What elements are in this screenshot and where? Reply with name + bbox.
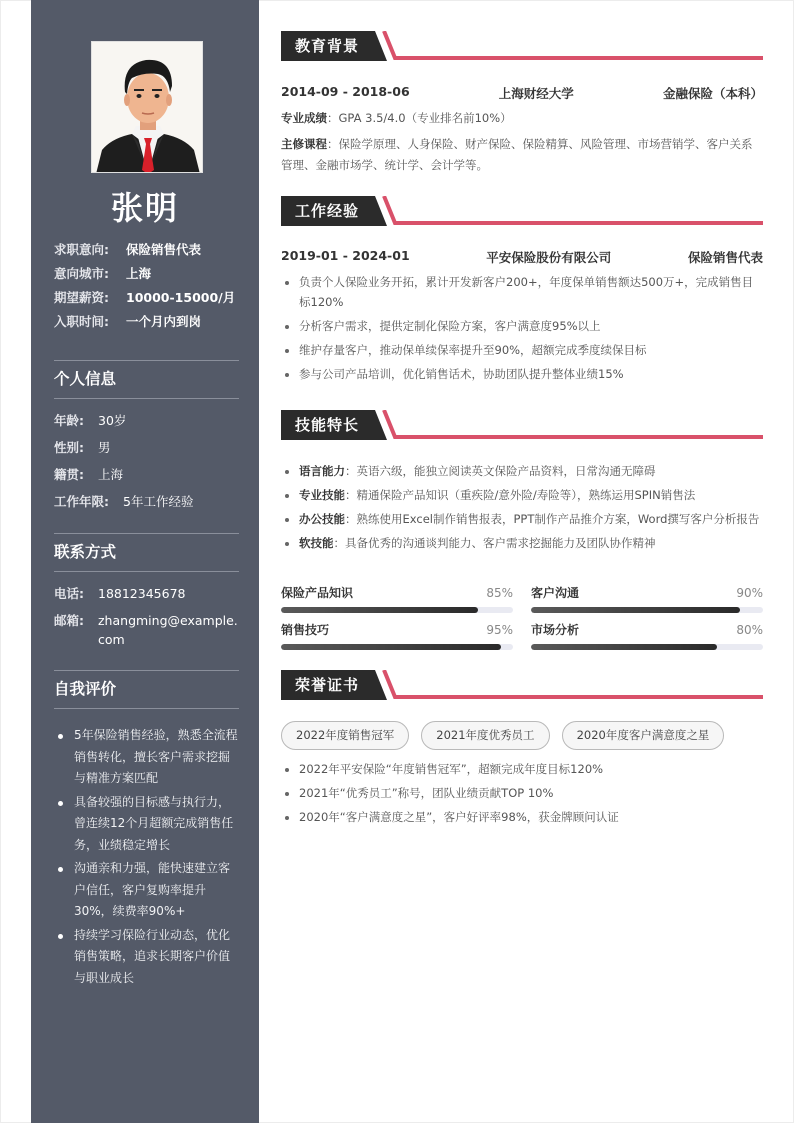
candidate-name: 张明: [110, 189, 179, 227]
sidebar: [31, 0, 259, 1123]
skill-text: ：熟练使用Excel制作销售报表，PPT制作产品推介方案，Word撰写客户分析报告: [345, 512, 760, 526]
info-label: 籍贯:: [54, 467, 84, 482]
list-item: 2021年“优秀员工”称号，团队业绩贡献TOP 10%: [281, 784, 763, 804]
work-row: [281, 248, 763, 266]
progress-fill: [531, 607, 740, 613]
skill-bar-label: 保险产品知识: [281, 586, 354, 600]
honor-tag: 2022年度销售冠军: [281, 721, 409, 750]
honor-tag: 2020年度客户满意度之星: [562, 721, 725, 750]
gpa-label: 专业成绩: [281, 111, 327, 125]
work-position: 保险销售代表: [687, 250, 763, 265]
info-value: 上海: [98, 467, 124, 482]
section-title: 教育背景: [295, 37, 360, 55]
skill-bar-label: 市场分析: [531, 623, 580, 637]
intent-row-salary: [54, 285, 249, 309]
intent-row-position: [54, 237, 249, 261]
list-item: 2020年“客户满意度之星”，客户好评率98%，获金牌顾问认证: [281, 808, 763, 828]
list-item: 5年保险销售经验，熟悉全流程销售转化，擅长客户需求挖掘与精准方案匹配: [54, 725, 239, 790]
education-major: 金融保险（本科）: [662, 86, 763, 101]
intent-value: 一个月内到岗: [126, 314, 202, 329]
section-title: 联系方式: [54, 543, 117, 561]
list-item: [281, 462, 763, 482]
phone-value[interactable]: 18812345678: [98, 586, 186, 601]
list-item: [281, 510, 763, 530]
contact-phone: [54, 584, 239, 603]
info-label: 性别:: [54, 440, 84, 455]
progress-track: [281, 607, 513, 613]
divider: [54, 398, 239, 399]
info-experience: [54, 492, 239, 511]
work-company: 平安保险股份有限公司: [486, 250, 612, 265]
honor-tags: [281, 721, 724, 750]
intent-row-city: [54, 261, 249, 285]
list-item: 参与公司产品培训，优化销售话术，协助团队提升整体业绩15%: [281, 365, 763, 385]
education-school: 上海财经大学: [498, 86, 574, 101]
job-intent: [54, 237, 249, 333]
skills-list: [281, 462, 763, 558]
intent-value: 上海: [126, 266, 152, 281]
list-item: [281, 534, 763, 554]
list-item: [281, 486, 763, 506]
intent-value: 10000-15000/月: [126, 290, 236, 305]
progress-track: [281, 644, 513, 650]
list-item: 维护存量客户，推动保单续保率提升至90%，超额完成季度续保目标: [281, 341, 763, 361]
list-item: 具备较强的目标感与执行力，曾连续12个月超额完成销售任务，业绩稳定增长: [54, 792, 239, 857]
info-value: 男: [98, 440, 111, 455]
skill-bar-market-analysis: [531, 621, 763, 650]
section-title: 自我评价: [54, 680, 117, 698]
skills-header: [281, 410, 763, 442]
honors-list: [281, 760, 763, 832]
education-row: [281, 84, 763, 102]
courses-label: 主修课程: [281, 137, 327, 151]
personal-info-section: [54, 360, 239, 511]
intent-label: 入职时间:: [54, 314, 109, 329]
skill-label: 语言能力: [299, 464, 345, 478]
info-gender: [54, 438, 239, 457]
progress-track: [531, 644, 763, 650]
skill-text: ：具备优秀的沟通谈判能力、客户需求挖掘能力及团队协作精神: [333, 536, 656, 550]
intent-row-start: [54, 309, 249, 333]
progress-fill: [531, 644, 717, 650]
skill-label: 办公技能: [299, 512, 345, 526]
contact-section: [54, 533, 239, 649]
skill-label: 软技能: [299, 536, 334, 550]
skill-bar-communication: [531, 584, 763, 613]
skill-bar-product-knowledge: [281, 584, 513, 613]
list-item: 2022年平安保险“年度销售冠军”，超额完成年度目标120%: [281, 760, 763, 780]
intent-label: 意向城市:: [54, 266, 109, 281]
skill-bar-label: 销售技巧: [281, 623, 330, 637]
intent-label: 求职意向:: [54, 242, 109, 257]
courses-value: ：保险学原理、人身保险、财产保险、保险精算、风险管理、市场营销学、客户关系管理、金融市场学、统计学、会计学等。: [281, 137, 753, 172]
skill-text: ：英语六级，能独立阅读英文保险产品资料，日常沟通无障碍: [345, 464, 656, 478]
education-courses: [281, 134, 763, 176]
section-title: 个人信息: [54, 370, 117, 388]
education-header: [281, 31, 763, 63]
self-evaluation-list: [54, 725, 239, 989]
section-title: 技能特长: [295, 416, 360, 434]
section-title: 荣誉证书: [295, 676, 360, 694]
info-value: 30岁: [98, 413, 127, 428]
info-label: 年龄:: [54, 413, 84, 428]
skill-bar-percent: 90%: [736, 586, 763, 600]
skill-bar-label: 客户沟通: [531, 586, 580, 600]
progress-track: [531, 607, 763, 613]
skill-bar-percent: 80%: [736, 623, 763, 637]
intent-label: 期望薪资:: [54, 290, 109, 305]
skill-bar-percent: 85%: [486, 586, 513, 600]
divider: [54, 571, 239, 572]
honors-header: [281, 670, 763, 702]
education-period: 2014-09 - 2018-06: [281, 84, 410, 99]
intent-value: 保险销售代表: [126, 242, 202, 257]
skill-label: 专业技能: [299, 488, 345, 502]
skill-bar-sales: [281, 621, 513, 650]
info-label: 工作年限:: [54, 494, 109, 509]
contact-email: [54, 611, 239, 649]
info-hometown: [54, 465, 239, 484]
honor-tag: 2021年度优秀员工: [421, 721, 549, 750]
info-value: 5年工作经验: [123, 494, 194, 509]
gpa-value: ：GPA 3.5/4.0（专业排名前10%）: [327, 111, 512, 125]
divider: [54, 708, 239, 709]
education-gpa: [281, 108, 763, 129]
avatar-icon: [92, 42, 203, 173]
list-item: 负责个人保险业务开拓，累计开发新客户200+，年度保单销售额达500万+，完成销售目标120%: [281, 273, 763, 312]
skill-bar-percent: 95%: [486, 623, 513, 637]
skill-text: ：精通保险产品知识（重疾险/意外险/寿险等），熟练运用SPIN销售法: [345, 488, 696, 502]
work-period: 2019-01 - 2024-01: [281, 248, 410, 263]
progress-fill: [281, 644, 501, 650]
list-item: 沟通亲和力强，能快速建立客户信任，客户复购率提升30%，续费率90%+: [54, 858, 239, 923]
self-evaluation-section: [54, 670, 239, 991]
work-header: [281, 196, 763, 228]
contact-label: 邮箱:: [54, 613, 84, 628]
list-item: 分析客户需求，提供定制化保险方案，客户满意度95%以上: [281, 317, 763, 337]
email-link[interactable]: zhangming@example.com: [98, 613, 238, 647]
profile-photo: [91, 41, 203, 173]
section-title: 工作经验: [295, 202, 360, 220]
contact-label: 电话:: [54, 586, 84, 601]
work-duties-list: [281, 273, 763, 389]
list-item: 持续学习保险行业动态，优化销售策略，追求长期客户价值与职业成长: [54, 925, 239, 990]
info-age: [54, 411, 239, 430]
progress-fill: [281, 607, 478, 613]
